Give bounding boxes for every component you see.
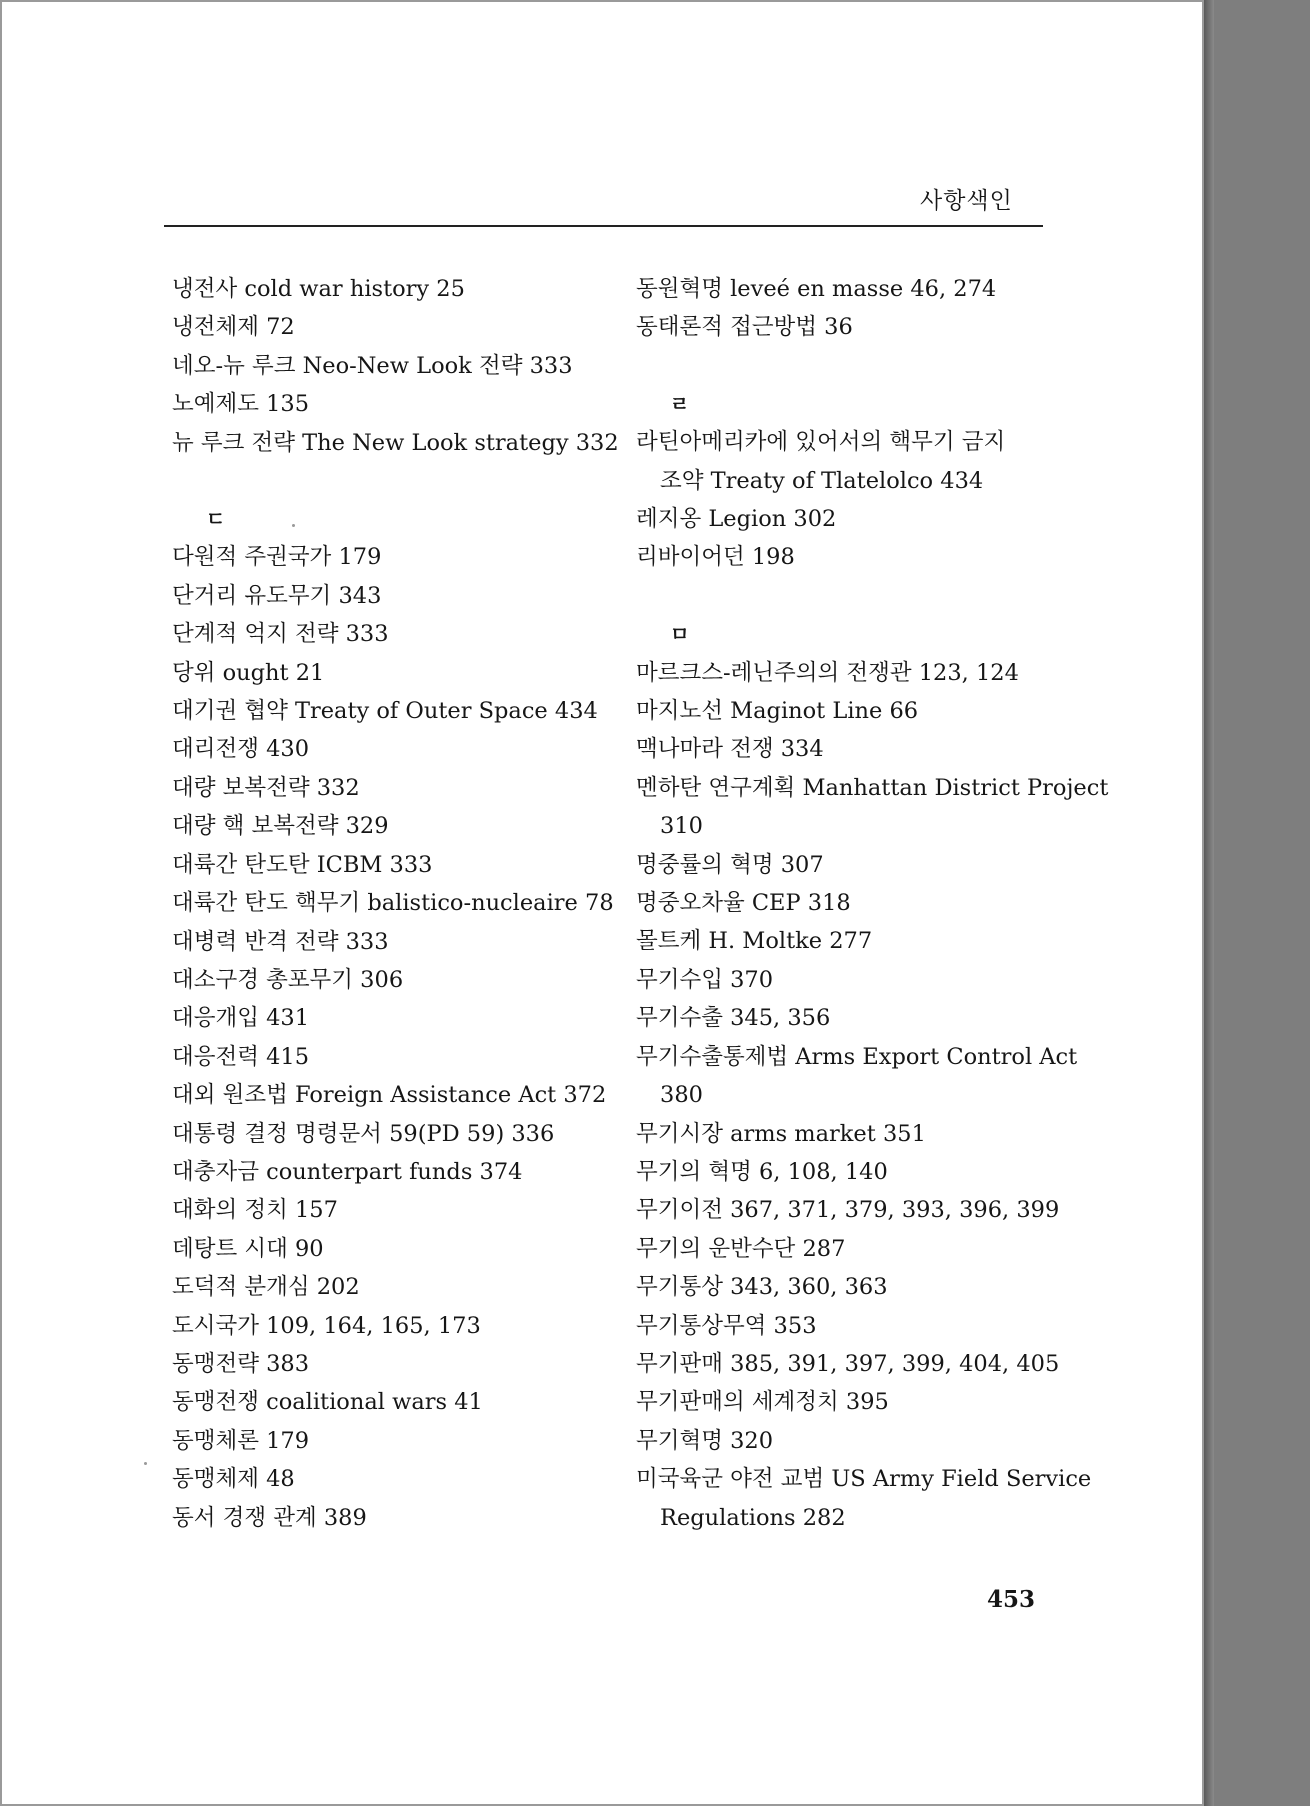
index-entry: 동맹체론 179	[172, 1427, 310, 1454]
index-entry: 노예제도 135	[172, 391, 310, 418]
index-entry: 미국육군 야전 교범 US Army Field Service	[636, 1466, 1092, 1493]
index-entry: 동태론적 접근방법 36	[636, 314, 853, 341]
index-entry: 대기권 협약 Treaty of Outer Space 434	[172, 698, 598, 725]
index-entry: 명중률의 혁명 307	[636, 851, 824, 878]
index-entry: 단계적 억지 전략 333	[172, 621, 389, 648]
index-entry: 무기이전 367, 371, 379, 393, 396, 399	[636, 1197, 1060, 1224]
section-heading-r: ㄹ	[670, 391, 690, 416]
index-entry: 대리전쟁 430	[172, 736, 310, 763]
index-entry: 냉전사 cold war history 25	[172, 276, 465, 302]
index-entry: 무기수출통제법 Arms Export Control Act	[636, 1043, 1078, 1070]
section-heading-d: ㄷ	[206, 507, 226, 532]
index-entry: 멘하탄 연구계획 Manhattan District Project	[636, 774, 1109, 801]
index-entry: 뉴 루크 전략 The New Look strategy 332	[172, 429, 619, 456]
index-entry: 동맹전쟁 coalitional wars 41	[172, 1389, 483, 1416]
scan-speck	[144, 1462, 147, 1465]
index-entry: 대응개입 431	[172, 1005, 310, 1032]
index-entry: 마르크스-레닌주의의 전쟁관 123, 124	[636, 659, 1019, 686]
index-entry: 무기통상무역 353	[636, 1312, 817, 1339]
index-entry-continuation: 380	[660, 1082, 703, 1109]
index-entry: 무기판매 385, 391, 397, 399, 404, 405	[636, 1350, 1060, 1377]
index-entry: 리바이어던 198	[636, 544, 795, 571]
index-entry: 맥나마라 전쟁 334	[636, 736, 824, 763]
index-entry: 대량 보복전략 332	[172, 774, 360, 801]
index-entry: 당위 ought 21	[172, 659, 325, 686]
index-entry: 라틴아메리카에 있어서의 핵무기 금지	[636, 429, 1006, 456]
index-entry: 무기의 혁명 6, 108, 140	[636, 1158, 888, 1185]
index-entry: 도시국가 109, 164, 165, 173	[172, 1312, 481, 1339]
index-entry: 대통령 결정 명령문서 59(PD 59) 336	[172, 1120, 555, 1147]
index-entry: 다원적 주권국가 179	[172, 544, 382, 571]
index-entry: 대응전력 415	[172, 1043, 310, 1070]
index-entry: 무기판매의 세계정치 395	[636, 1389, 889, 1416]
index-entry: 레지옹 Legion 302	[636, 506, 837, 533]
header-rule	[164, 225, 1043, 227]
index-entry: 무기수입 370	[636, 966, 774, 993]
running-title: 사항색인	[920, 188, 1013, 214]
page-edge-shadow	[1204, 0, 1214, 1806]
index-entry: 동서 경쟁 관계 389	[172, 1504, 367, 1531]
index-entry: 대병력 반격 전략 333	[172, 928, 389, 955]
index-entry: 무기수출 345, 356	[636, 1005, 831, 1032]
index-entry: 동맹전략 383	[172, 1350, 310, 1377]
index-entry: 냉전체제 72	[172, 314, 295, 341]
index-entry: 데탕트 시대 90	[172, 1235, 324, 1262]
index-entry: 무기혁명 320	[636, 1427, 774, 1454]
section-heading-m: ㅁ	[670, 622, 690, 647]
index-entry: 무기통상 343, 360, 363	[636, 1274, 888, 1301]
index-entry-continuation: 조약 Treaty of Tlatelolco 434	[660, 467, 984, 494]
index-entry: 대량 핵 보복전략 329	[172, 813, 389, 840]
index-entry: 동맹체제 48	[172, 1466, 295, 1493]
index-entry: 동원혁명 leveé en masse 46, 274	[636, 276, 997, 302]
index-entry: 단거리 유도무기 343	[172, 582, 382, 609]
index-entry: 대화의 정치 157	[172, 1197, 338, 1224]
index-entry: 대륙간 탄도탄 ICBM 333	[172, 851, 433, 878]
index-entry: 도덕적 분개심 202	[172, 1274, 360, 1301]
index-entry: 명중오차율 CEP 318	[636, 890, 851, 917]
spacer	[636, 577, 1066, 615]
index-entry: 대충자금 counterpart funds 374	[172, 1158, 523, 1185]
index-entry: 마지노선 Maginot Line 66	[636, 698, 919, 725]
index-entry: 대륙간 탄도 핵무기 balistico-nucleaire 78	[172, 890, 614, 917]
index-entry: 네오-뉴 루크 Neo-New Look 전략 333	[172, 352, 573, 379]
index-entry: 대외 원조법 Foreign Assistance Act 372	[172, 1082, 607, 1109]
page-number: 453	[987, 1586, 1036, 1613]
left-column	[172, 270, 619, 1537]
scan-speck	[292, 524, 295, 527]
index-entry-continuation: 310	[660, 813, 703, 840]
right-column	[636, 270, 1109, 1537]
index-entry: 무기시장 arms market 351	[636, 1120, 926, 1147]
index-entry-continuation: Regulations 282	[660, 1504, 846, 1531]
index-entry: 무기의 운반수단 287	[636, 1235, 846, 1262]
index-entry: 몰트케 H. Moltke 277	[636, 928, 873, 955]
index-entry: 대소구경 총포무기 306	[172, 966, 404, 993]
